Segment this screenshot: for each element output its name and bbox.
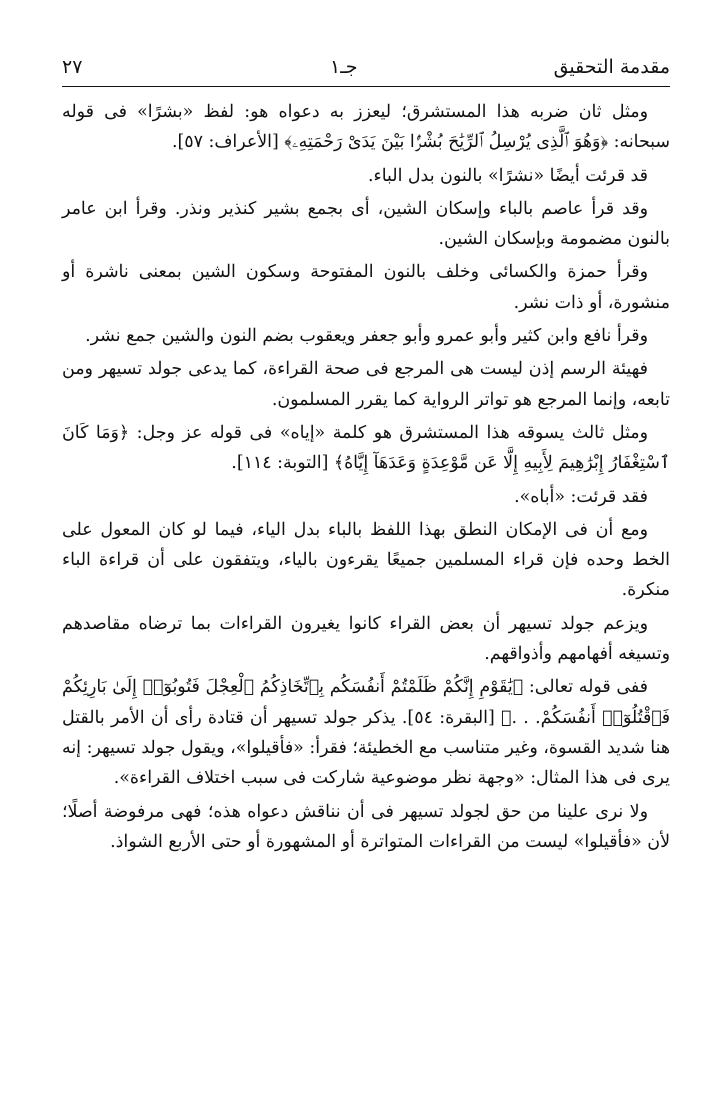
paragraph-hamza-reading: وقرأ حمزة والكسائى وخلف بالنون المفتوحة وسكون الشين بمعنى ناشرة أو منشورة، أو ذات نشر.	[62, 262, 670, 313]
page-number: ٢٧	[62, 56, 83, 78]
paragraph-rebuttal: ولا نرى علينا من حق لجولد تسيهر فى أن نناقش دعواه هذه؛ فهى مرفوضة أصلًا؛ لأن «فأقيلوا» ليست من القراءات المتواترة أو المشهورة أو حتى الأربع الشواذ.	[62, 801, 670, 852]
paragraph-nashra-reading: قد قرئت أيضًا «نشرًا» بالنون بدل الباء.	[368, 165, 648, 186]
paragraph-rasm-conclusion: فهيئة الرسم إذن ليست هى المرجع فى صحة القراءة، كما يدعى جولد تسيهر ومن تابعه، وإنما المرجع هو تواتر الرواية كما يقرر المسلمون.	[62, 359, 670, 410]
paragraph-nafi-reading: وقرأ نافع وابن كثير وأبو عمرو وأبو جعفر ويعقوب بضم النون والشين جمع نشر.	[85, 326, 648, 347]
paragraph-fuqtulu-example: ففى قوله تعالى: ﴿يَٰقَوْمِ إِنَّكُمْ ظَلَمْتُمْ أَنفُسَكُم بِٱتِّخَاذِكُمُ ٱلْعِجْلَ فَتُوبُوٓا۟ إِلَىٰ بَارِئِكُمْ فَٱقْتُلُوٓا۟ أَنفُسَكُمْ. . .﴾ [البقرة: ٥٤]. يذكر جولد تسيهر أن قتادة رأى أن الأمر بالقتل هنا شديد القسوة، وغير متناسب مع الخطيئة؛ فقرأ: «فأقيلوا»، ويقول جولد تسيهر: إنه يرى فى هذا المثال: «وجهة نظر موضوعية شاركت فى سبب اختلاف القراءة».	[62, 677, 671, 789]
paragraph-example-bushra: ومثل ثان ضربه هذا المستشرق؛ ليعزز به دعواه هو: لفظ «بشرًا» فى قوله سبحانه: ﴿وَهُوَ ٱلَّذِى يُرْسِلُ ٱلرِّيَٰحَ بُشْرًۢا بَيْنَ يَدَىْ رَحْمَتِهِۦ﴾ [الأعراف: ٥٧].	[62, 102, 670, 153]
running-header	[62, 52, 670, 87]
paragraph-asim-reading: وقد قرأ عاصم بالباء وإسكان الشين، أى بجمع بشير كنذير ونذر. وقرأ ابن عامر بالنون مضمومة وبإسكان الشين.	[62, 198, 670, 250]
paragraph-ya-ba-argument: ومع أن فى الإمكان النطق بهذا اللفظ بالباء بدل الياء، فيما لو كان المعول على الخط وحده فإن قراء المسلمين جميعًا يقرءون بالياء، ويتفقون على أن قراءة الباء منكرة.	[62, 519, 670, 601]
chapter-title: مقدمة التحقيق	[553, 56, 670, 78]
paragraph-abahu-reading: فقد قرئت: «أباه».	[514, 486, 648, 507]
paragraph-goldziher-claim: ويزعم جولد تسيهر أن بعض القراء كانوا يغيرون القراءات بما ترضاه مقاصدهم وتسيغه أفهامهم وأذواقهم.	[62, 613, 670, 665]
page-body	[62, 97, 670, 857]
volume-label: جـ١	[330, 56, 358, 78]
book-page	[62, 52, 670, 1072]
paragraph-example-iyyahu: ومثل ثالث يسوقه هذا المستشرق هو كلمة «إياه» فى قوله عز وجل: ﴿وَمَا كَانَ ٱسْتِغْفَارُ إِبْرَٰهِيمَ لِأَبِيهِ إِلَّا عَن مَّوْعِدَةٍ وَعَدَهَآ إِيَّاهُ﴾ [التوبة: ١١٤].	[62, 422, 670, 474]
